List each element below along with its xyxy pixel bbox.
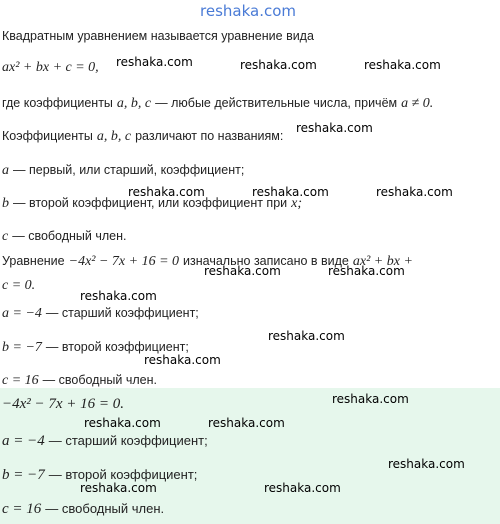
written-as: изначально записано в виде xyxy=(183,254,349,268)
a-solution-text: — старший коэффициент; xyxy=(45,306,199,320)
watermark: reshaka.com xyxy=(144,353,221,367)
watermark: reshaka.com xyxy=(84,416,161,430)
watermark: reshaka.com xyxy=(332,392,409,406)
equation-prefix: Уравнение xyxy=(2,254,65,268)
answer-a-line xyxy=(2,432,208,450)
watermark: reshaka.com xyxy=(364,58,441,72)
c-solution-math: c = 16 xyxy=(2,373,39,388)
watermark: reshaka.com xyxy=(240,58,317,72)
condition: a ≠ 0. xyxy=(401,96,434,111)
general-form-2: c = 0. xyxy=(2,278,36,293)
watermark: reshaka.com xyxy=(204,264,281,278)
answer-c-line xyxy=(2,500,164,518)
watermark: reshaka.com xyxy=(80,481,157,495)
b-var: b xyxy=(2,196,9,211)
c-solution-text: — свободный член. xyxy=(42,373,157,387)
names-suffix: различают по названиям: xyxy=(135,129,284,143)
watermark: reshaka.com xyxy=(128,185,205,199)
names-line xyxy=(2,127,283,145)
b-x: x; xyxy=(291,196,303,211)
b-solution-math: b = −7 xyxy=(2,340,42,355)
a-text: — первый, или старший, коэффициент; xyxy=(13,163,245,177)
answer-c-math: c = 16 xyxy=(2,501,42,517)
b-solution-text: — второй коэффициент; xyxy=(45,340,189,354)
watermark: reshaka.com xyxy=(268,329,345,343)
general-form: ax² + bx + c = 0, xyxy=(2,60,99,75)
c-definition-line xyxy=(2,227,127,245)
names-vars: a, b, c xyxy=(96,129,132,144)
answer-c-text: — свободный член. xyxy=(45,501,165,516)
c-var: c xyxy=(2,229,9,244)
coefficients-line xyxy=(2,94,433,112)
answer-b-text: — второй коэффициент; xyxy=(48,467,198,482)
names-prefix: Коэффициенты xyxy=(2,129,93,143)
watermark: reshaka.com xyxy=(208,416,285,430)
coefficients-prefix: где коэффициенты xyxy=(2,96,113,110)
watermark: reshaka.com xyxy=(328,264,405,278)
top-watermark: reshaka.com xyxy=(200,2,296,20)
answer-a-text: — старший коэффициент; xyxy=(48,433,208,448)
watermark: reshaka.com xyxy=(296,121,373,135)
coefficients-suffix: — любые действительные числа, причём xyxy=(155,96,398,110)
watermark: reshaka.com xyxy=(388,457,465,471)
equation: −4x² − 7x + 16 = 0 xyxy=(68,254,180,269)
a-var: a xyxy=(2,163,9,178)
a-solution-line xyxy=(2,304,199,322)
answer-b-math: b = −7 xyxy=(2,467,45,483)
watermark: reshaka.com xyxy=(80,289,157,303)
a-definition-line xyxy=(2,161,244,179)
b-text: — второй коэффициент, или коэффициент при xyxy=(13,196,288,210)
coefficients-vars: a, b, c xyxy=(116,96,152,111)
watermark: reshaka.com xyxy=(376,185,453,199)
answer-equation: −4x² − 7x + 16 = 0. xyxy=(2,396,125,412)
watermark: reshaka.com xyxy=(252,185,329,199)
c-solution-line xyxy=(2,371,157,389)
a-solution-math: a = −4 xyxy=(2,306,42,321)
watermark: reshaka.com xyxy=(264,481,341,495)
answer-a-math: a = −4 xyxy=(2,433,45,449)
watermark: reshaka.com xyxy=(116,55,193,69)
c-text: — свободный член. xyxy=(12,229,127,243)
definition-text: Квадратным уравнением называется уравнение вида xyxy=(2,29,314,43)
general-form-1: ax² + bx + xyxy=(352,254,413,269)
